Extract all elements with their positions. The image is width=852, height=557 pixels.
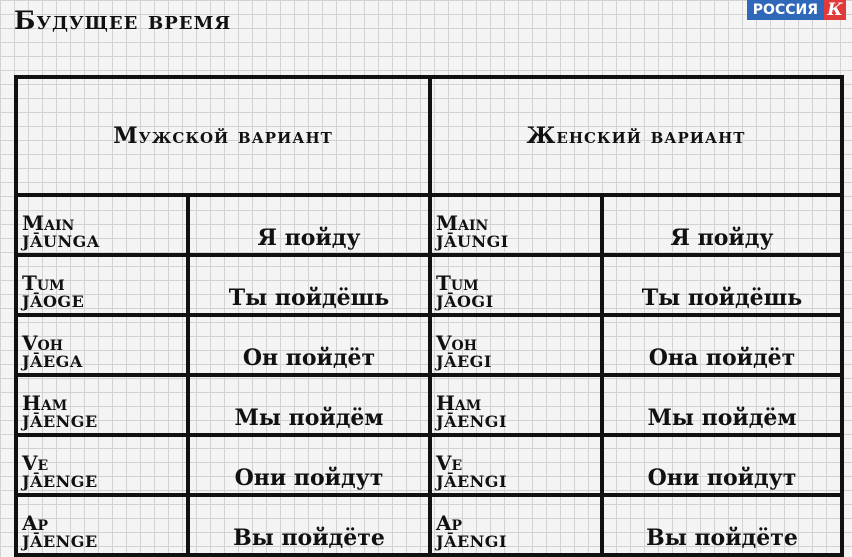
- table-row: [16, 495, 842, 555]
- table-row: [16, 255, 842, 315]
- pronoun: Tum: [22, 271, 65, 296]
- verb-form: JĀUNGI: [436, 232, 509, 252]
- male-form-cell: [16, 255, 188, 315]
- female-form-cell: [430, 315, 602, 375]
- pronoun: Ap: [436, 511, 463, 536]
- channel-logo-text: РОССИЯ: [747, 0, 824, 20]
- pronoun: Main: [436, 211, 489, 236]
- female-variant-heading: Женский вариант: [430, 77, 842, 195]
- female-translation: Мы пойдём: [602, 375, 842, 435]
- verb-form: JĀENGI: [436, 532, 507, 552]
- table-row: [16, 195, 842, 255]
- female-form-cell: [430, 195, 602, 255]
- male-translation: Я пойду: [188, 195, 430, 255]
- pronoun: Voh: [436, 331, 477, 356]
- verb-form: JĀEGI: [436, 352, 492, 372]
- verb-form: JĀOGE: [22, 292, 85, 312]
- male-translation: Ты пойдёшь: [188, 255, 430, 315]
- male-translation: Они пойдут: [188, 435, 430, 495]
- female-translation: Ты пойдёшь: [602, 255, 842, 315]
- pronoun: Voh: [22, 331, 63, 356]
- male-form-cell: [16, 315, 188, 375]
- table-row: [16, 315, 842, 375]
- male-variant-heading: Мужской вариант: [16, 77, 430, 195]
- table-row: [16, 375, 842, 435]
- verb-form: JĀUNGA: [22, 232, 100, 252]
- male-form-cell: [16, 495, 188, 555]
- female-form-cell: [430, 255, 602, 315]
- pronoun: Ve: [22, 451, 49, 476]
- pronoun: Ham: [22, 391, 68, 416]
- male-form-cell: [16, 435, 188, 495]
- verb-form: JĀENGI: [436, 412, 507, 432]
- pronoun: Tum: [436, 271, 479, 296]
- page-title: Будущее время: [14, 6, 232, 35]
- male-form-cell: [16, 195, 188, 255]
- male-translation: Вы пойдёте: [188, 495, 430, 555]
- female-translation: Они пойдут: [602, 435, 842, 495]
- female-translation: Она пойдёт: [602, 315, 842, 375]
- channel-logo-mark: К: [824, 0, 846, 20]
- table-header-row: [16, 77, 842, 195]
- female-translation: Я пойду: [602, 195, 842, 255]
- verb-form: JĀENGE: [22, 472, 98, 492]
- pronoun: Ap: [22, 511, 49, 536]
- pronoun: Ve: [436, 451, 463, 476]
- male-form-cell: [16, 375, 188, 435]
- verb-form: JĀEGA: [22, 352, 83, 372]
- female-translation: Вы пойдёте: [602, 495, 842, 555]
- female-form-cell: [430, 375, 602, 435]
- male-translation: Он пойдёт: [188, 315, 430, 375]
- verb-form: JĀOGI: [436, 292, 494, 312]
- male-translation: Мы пойдём: [188, 375, 430, 435]
- verb-form: JĀENGE: [22, 532, 98, 552]
- female-form-cell: [430, 435, 602, 495]
- pronoun: Ham: [436, 391, 482, 416]
- verb-form: JĀENGE: [22, 412, 98, 432]
- future-tense-table: [14, 75, 844, 557]
- female-form-cell: [430, 495, 602, 555]
- pronoun: Main: [22, 211, 75, 236]
- verb-form: JĀENGI: [436, 472, 507, 492]
- table-row: [16, 435, 842, 495]
- channel-logo: [747, 0, 846, 20]
